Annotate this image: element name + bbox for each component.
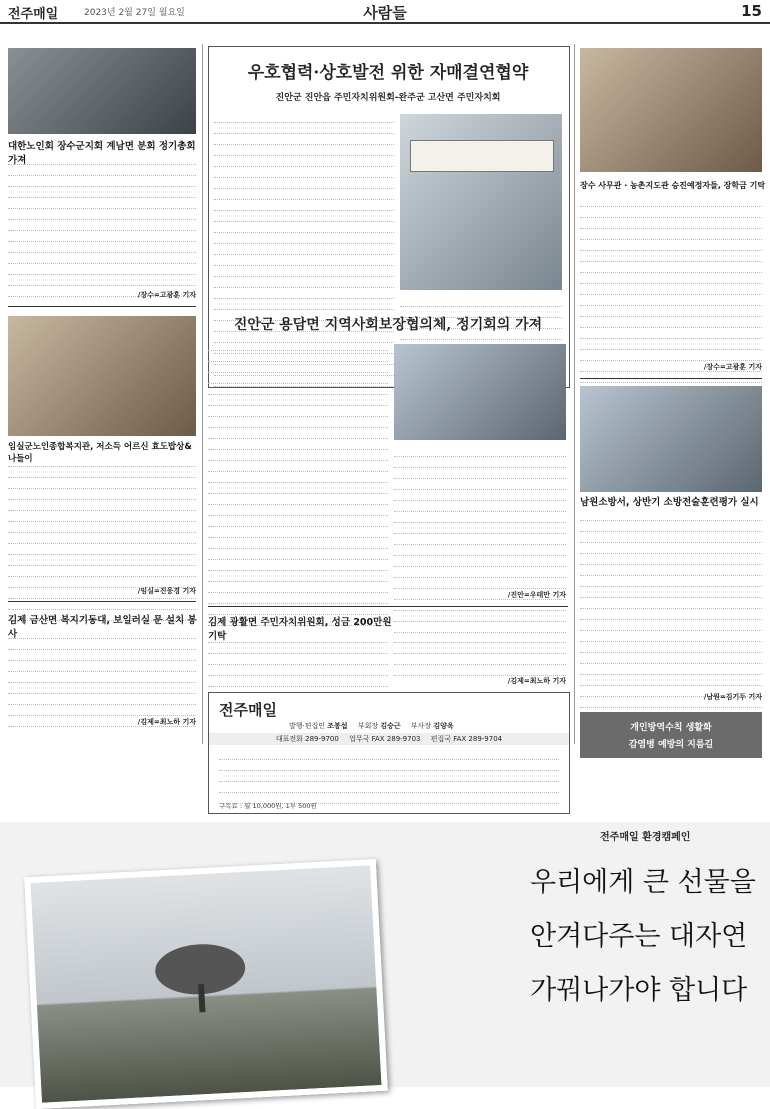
article-headline: 김제 광활면 주민자치위원회, 성금 200만원 기탁 <box>208 617 392 642</box>
campaign-box <box>580 712 762 758</box>
article-headline: 대한노인회 장수군지회 계남면 분회 정기총회 가져 <box>8 141 196 166</box>
article-photo <box>580 48 762 172</box>
section-title: 사람들 <box>363 4 407 22</box>
article-body <box>208 632 388 687</box>
landscape-photo <box>24 859 388 1109</box>
page-number: 15 <box>741 2 762 20</box>
issue-date: 2023년 2월 27일 월요일 <box>84 8 185 18</box>
article-credit: /장수=고광훈 기자 <box>703 363 762 371</box>
divider <box>8 601 196 602</box>
campaign-line-2: 감염병 예방의 지름길 <box>628 740 714 750</box>
article-body <box>8 456 196 621</box>
main-phone: 대표전화 289-9700 <box>275 735 339 743</box>
page-header <box>0 0 770 24</box>
article-headline: 남원소방서, 상반기 소방전술훈련평가 실시 <box>580 497 759 508</box>
article-body <box>580 510 762 708</box>
publisher-label: 발행·편집인 <box>289 722 326 730</box>
masthead-logo: 전주매일 <box>219 701 277 719</box>
article-subhead: 진안군 진안읍 주민자치위원회-완주군 고산면 주민자치회 <box>275 93 501 103</box>
divider <box>208 606 568 607</box>
article-body <box>394 632 566 676</box>
ad-line-2: 안겨다주는 대자연 <box>530 921 748 952</box>
branch-directory <box>219 749 559 804</box>
article-photo <box>8 316 196 436</box>
masthead-box <box>208 692 570 814</box>
ad-line-3: 가꿔나가야 합니다 <box>530 975 748 1006</box>
ad-line-1: 우리에게 큰 선물을 <box>530 867 756 898</box>
article-body <box>208 340 388 626</box>
article-credit: /남원=김기두 기자 <box>703 693 762 701</box>
fax-business: 업무국 FAX 289-9703 <box>349 735 421 743</box>
article-credit: /진안=우태만 기자 <box>507 591 566 599</box>
environment-ad <box>0 822 770 1087</box>
article-credit: /장수=고광훈 기자 <box>137 291 196 299</box>
divider <box>8 306 196 307</box>
director-name: 김양옥 <box>433 722 454 730</box>
vice-label: 부회장 <box>357 722 379 730</box>
article-headline: 김제 금산면 복지기동대, 보일러실 문 설치 봉사 <box>8 615 197 640</box>
article-photo <box>580 386 762 492</box>
ceremony-banner <box>410 140 554 172</box>
campaign-line-1: 개인방역수칙 생활화 <box>630 723 712 733</box>
article-photo <box>8 48 196 134</box>
director-label: 부사장 <box>410 722 432 730</box>
divider <box>580 378 762 379</box>
article-credit: /임실=진웅경 기자 <box>137 587 196 595</box>
column-divider <box>574 44 575 744</box>
newspaper-logo: 전주매일 <box>8 7 59 22</box>
article-credit: /김제=최노하 기자 <box>507 677 566 685</box>
article-headline: 장수 사무관 · 농촌지도관 승진예정자들, 장학금 기탁 <box>580 181 766 190</box>
publisher-name: 조봉섭 <box>327 722 348 730</box>
article-photo <box>400 114 562 290</box>
article-body <box>8 154 196 304</box>
article-headline: 우호협력·상호발전 위한 자매결연협약 <box>247 63 529 83</box>
article-credit: /김제=최노하 기자 <box>137 718 196 726</box>
article-headline: 임실군노인종합복지관, 저소득 어르신 효도밥상&나들이 <box>8 442 192 464</box>
subscription-fee: 구독료 : 월 10,000원, 1부 500원 <box>219 802 317 810</box>
vice-name: 김승근 <box>380 722 401 730</box>
article-body <box>394 446 566 633</box>
article-headline: 진안군 용담면 지역사회보장협의체, 정기회의 가져 <box>233 317 543 333</box>
column-divider <box>202 44 203 744</box>
article-photo <box>394 344 566 440</box>
article-body <box>580 196 762 383</box>
fax-editorial: 편집국 FAX 289-9704 <box>430 735 503 743</box>
article-body <box>8 628 196 727</box>
ad-title: 전주매일 환경캠페인 <box>600 832 691 843</box>
